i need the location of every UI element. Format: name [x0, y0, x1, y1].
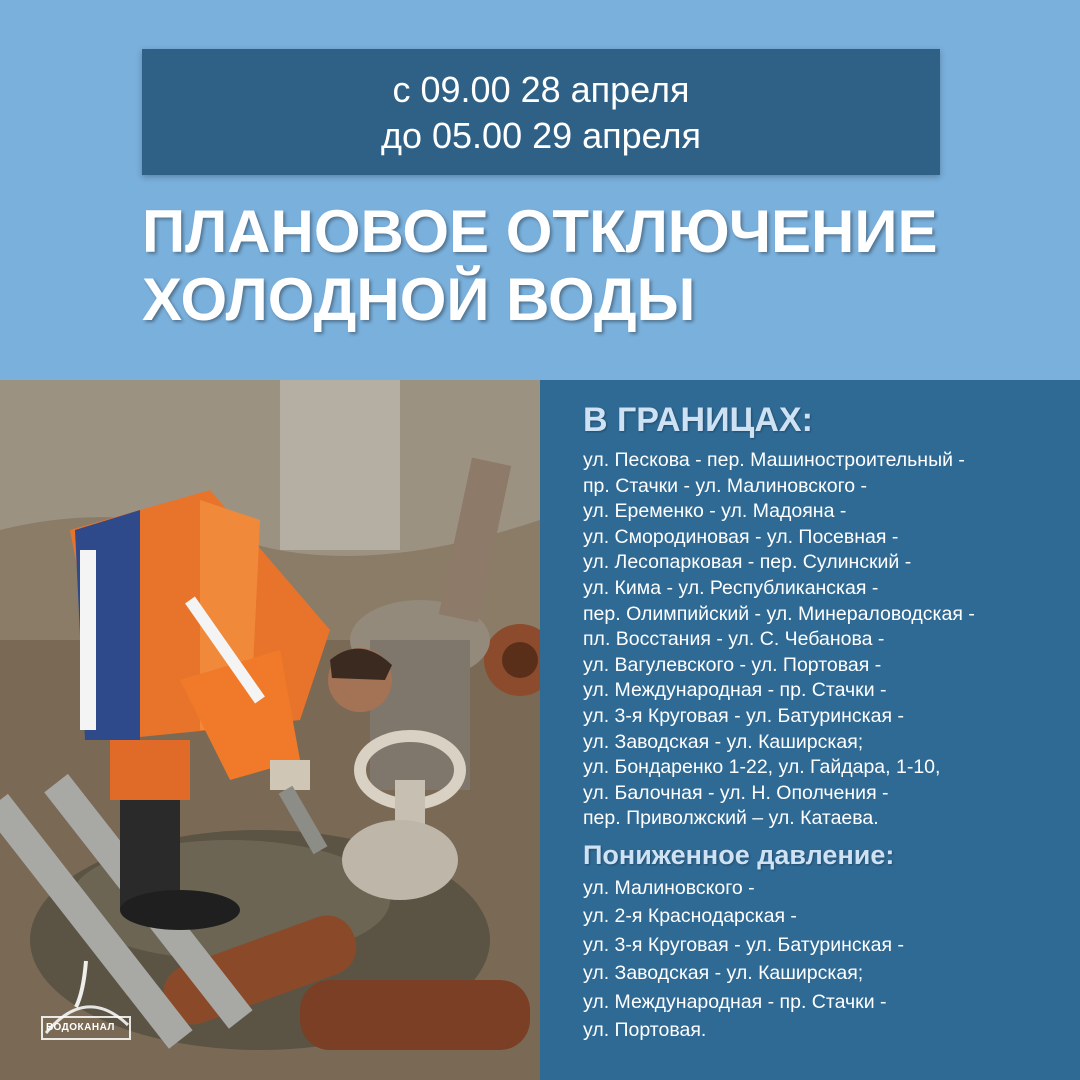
date-start: с 09.00 28 апреля: [392, 69, 690, 110]
list-item: ул. Бондаренко 1-22, ул. Гайдара, 1-10,: [583, 756, 941, 779]
title-line-1: ПЛАНОВОЕ ОТКЛЮЧЕНИЕ: [142, 198, 938, 265]
list-item: ул. Пескова - пер. Машиностроительный -: [583, 449, 965, 471]
list-item: пер. Олимпийский - ул. Минераловодская -: [583, 602, 975, 625]
low-pressure-heading: Пониженное давление:: [583, 839, 895, 870]
list-item: пер. Приволжский – ул. Катаева.: [583, 807, 879, 830]
list-item: ул. Балочная - ул. Н. Ополчения -: [583, 781, 889, 804]
water-drop-icon: [36, 955, 136, 1055]
vodokanal-logo: [36, 955, 136, 1055]
list-item: ул. Лесопарковая - пер. Сулинский -: [583, 551, 912, 574]
list-item: ул. Смородиновая - ул. Посевная -: [583, 525, 899, 548]
boundaries-list: [583, 448, 1080, 832]
list-item: ул. Международная - пр. Стачки -: [583, 679, 887, 702]
list-item: ул. Еременко - ул. Мадояна -: [583, 500, 847, 523]
list-item: ул. Кима - ул. Республиканская -: [583, 576, 879, 599]
worker-photo: [0, 380, 540, 1080]
list-item: пр. Стачки - ул. Малиновского -: [583, 474, 868, 497]
list-item: ул. Международная - пр. Стачки -: [583, 990, 887, 1013]
header-band: [0, 0, 1080, 380]
list-item: ул. Заводская - ул. Каширская;: [583, 962, 864, 985]
list-item: ул. 3-я Круговая - ул. Батуринская -: [583, 933, 904, 956]
title-line-2: ХОЛОДНОЙ ВОДЫ: [142, 266, 696, 333]
page-title: [142, 198, 1042, 334]
list-item: ул. Малиновского -: [583, 876, 755, 899]
date-range-box: [142, 49, 940, 175]
boundaries-heading: В ГРАНИЦАХ:: [583, 401, 813, 439]
list-item: пл. Восстания - ул. С. Чебанова -: [583, 628, 885, 651]
affected-streets-panel: [540, 380, 1080, 1080]
low-pressure-list: [583, 874, 1080, 1045]
list-item: ул. Портовая.: [583, 1019, 707, 1042]
logo-text: ВОДОКАНАЛ: [46, 1022, 115, 1033]
list-item: ул. Вагулевского - ул. Портовая -: [583, 653, 882, 676]
list-item: ул. 2-я Краснодарская -: [583, 905, 797, 928]
list-item: ул. Заводская - ул. Каширская;: [583, 730, 864, 753]
date-end: до 05.00 29 апреля: [380, 115, 702, 156]
list-item: ул. 3-я Круговая - ул. Батуринская -: [583, 704, 904, 727]
